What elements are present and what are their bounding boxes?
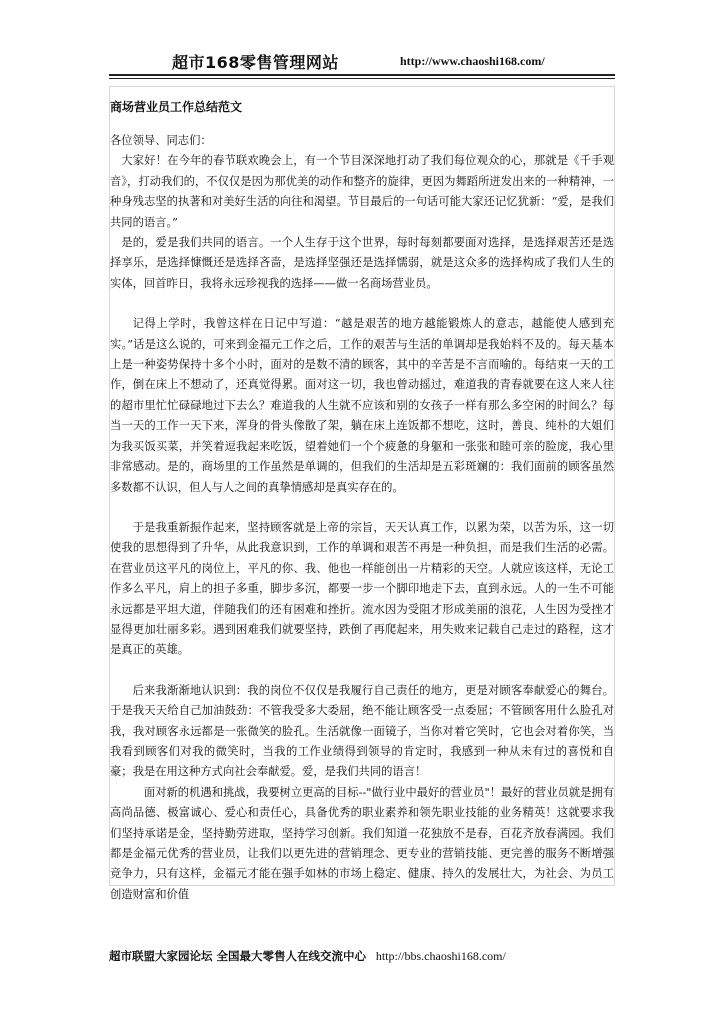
paragraph-1: 大家好！在今年的春节联欢晚会上，有一个节目深深地打动了我们每位观众的心，那就是《千手观音》，打动我们的，不仅仅是因为那优美的动作和整齐的旋律，更因为舞蹈所迸发出来的一种精神，一种身残志坚的执著和对美好生活的向往和渴望。节目最后的一句话可能大家还记忆犹新：“爱，是我们共同的语言。” — [110, 154, 614, 229]
document-body — [110, 131, 614, 905]
header-divider-thick — [109, 74, 615, 76]
page-footer — [109, 948, 615, 964]
header-divider-thin — [109, 78, 615, 79]
forum-caption: 超市联盟大家园论坛 全国最大零售人在线交流中心 — [109, 949, 367, 963]
paragraph-5: 后来我渐渐地认识到：我的岗位不仅仅是我履行自己责任的地方，更是对顾客奉献爱心的舞台。于是我天天给自己加油鼓劲：不管我受多大委屈，绝不能让顾客受一点委屈；不管顾客用什么脸孔对我，我对顾客永远都是一张微笑的脸孔。生活就像一面镜子，当你对着它笑时，它也会对着你笑，当我看到顾客们对我的微笑时，当我的工作业绩得到领导的肯定时，我感到一种从未有过的喜悦和自豪；我是在用这种方式向社会奉献爱。爱，是我们共同的语言！ — [110, 683, 614, 779]
forum-url-link[interactable]: http://bbs.chaoshi168.com/ — [375, 949, 506, 963]
paragraph-3: 记得上学时，我曾这样在日记中写道：“越是艰苦的地方越能锻炼人的意志，越能使人感到充实。”话是这么说的，可来到金福元工作之后，工作的艰苦与生活的单调却是我始料不及的。每天基本上是一种姿势保持十多个小时，面对的是数不清的顾客，其中的辛苦是不言而喻的。每结束一天的工作，倒在床上不想动了，还真觉得累。面对这一切，我也曾动摇过，难道我的青春就要在这人来人往的超市里忙忙碌碌地过下去么？难道我的人生就不应该和别的女孩子一样有那么多空闲的时间么？每当一天的工作一天下来，浑身的骨头像散了架，躺在床上连饭都不想吃，这时，善良、纯朴的大姐们为我买饭买菜，并笑着逗我起来吃饭，望着她们一个个疲惫的身躯和一张张和睦可亲的脸庞，我心里非常感动。是的，商场里的工作虽然是单调的，但我们的生活却是五彩斑斓的：我们面前的顾客虽然多数都不认识，但人与人之间的真挚情感却是真实存在的。 — [110, 317, 614, 494]
salutation: 各位领导、同志们： — [110, 134, 212, 147]
paragraph-6: 面对新的机遇和挑战，我要树立更高的目标--"做行业中最好的营业员"！最好的营业员就是拥有高尚品德、极富诚心、爱心和责任心，具备优秀的职业素养和领先职业技能的业务精英！这就要求我们坚持承诺是金，坚持勤劳进取，坚持学习创新。我们知道一花独放不是春，百花齐放春满园。我们都是金福元优秀的营业员，让我们以更先进的营销理念、更专业的营销技能、更完善的服务不断增强竞争力，只有这样，金福元才能在强手如林的市场上稳定、健康、持久的发展壮大，为社会、为员工创造财富和价值 — [110, 785, 614, 901]
document-title: 商场营业员工作总结范文 — [110, 100, 243, 114]
site-title: 超市168零售管理网站 — [172, 53, 339, 72]
page-header — [0, 50, 724, 72]
site-url-link[interactable]: http://www.chaoshi168.com/ — [400, 54, 545, 68]
paragraph-4: 于是我重新振作起来，坚持顾客就是上帝的宗旨，天天认真工作，以累为荣，以苦为乐，这一切使我的思想得到了升华，从此我意识到，工作的单调和艰苦不再是一种负担，而是我们生活的必需。在营业员这平凡的岗位上，平凡的你、我、他也一样能创出一片精彩的天空。人就应该这样，无论工作多么平凡，肩上的担子多重，脚步多沉，都要一步一个脚印地走下去，直到永远。人的一生不可能永远都是平坦大道，伴随我们的还有困难和挫折。流水因为受阻才形成美丽的浪花，人生因为受挫才显得更加壮丽多彩。遇到困难我们就要坚持，跌倒了再爬起来，用失败来记载自己走过的路程，这才是真正的英雄。 — [110, 520, 614, 657]
paragraph-2: 是的，爱是我们共同的语言。一个人生存于这个世界，每时每刻都要面对选择，是选择艰苦还是选择享乐，是选择慷慨还是选择吝啬，是选择坚强还是选择懦弱，就是这众多的选择构成了我们人生的实体，回首昨日，我将永远珍视我的选择——做一名商场营业员。 — [110, 236, 614, 290]
